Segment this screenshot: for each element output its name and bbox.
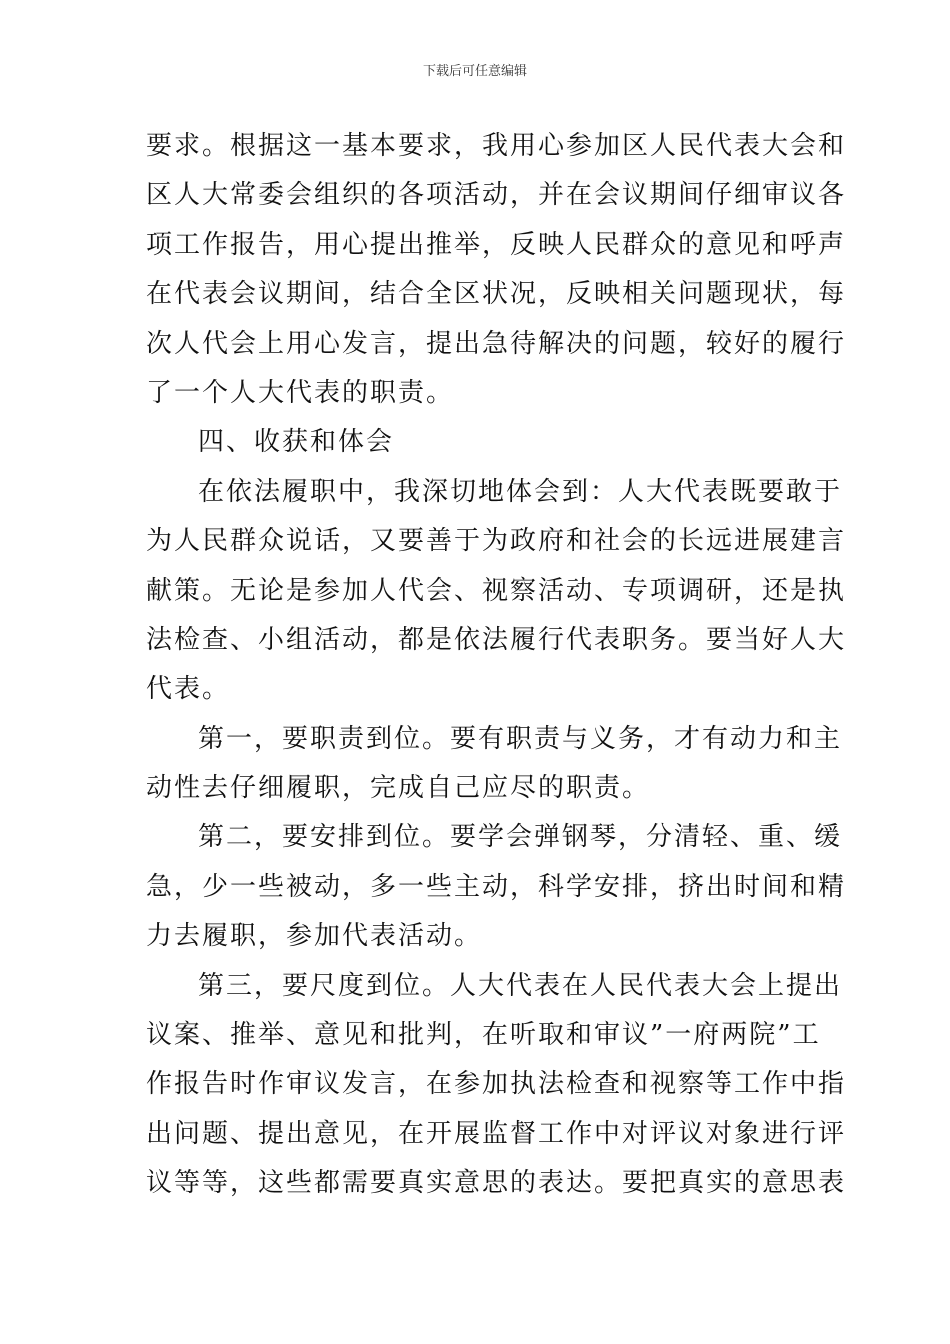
text-line: 第三，要尺度到位。人大代表在人民代表大会上提出: [198, 970, 843, 1001]
text-line: 第一，要职责到位。要有职责与义务，才有动力和主: [198, 723, 843, 754]
text-line: 代表。: [146, 674, 231, 705]
text-line: 次人代会上用心发言，提出急待解决的问题，较好的履行: [146, 328, 847, 359]
text-line: 在依法履职中，我深切地体会到：人大代表既要敢于: [198, 476, 843, 507]
text-line: 区人大常委会组织的各项活动，并在会议期间仔细审议各: [146, 180, 847, 211]
text-line: 了一个人大代表的职责。: [146, 377, 455, 408]
text-line: 法检查、小组活动，都是依法履行代表职务。要当好人大: [146, 624, 847, 655]
text-line: 动性去仔细履职，完成自己应尽的职责。: [146, 773, 651, 804]
text-line: 献策。无论是参加人代会、视察活动、专项调研，还是执: [146, 575, 847, 606]
text-line: 在代表会议期间，结合全区状况，反映相关问题现状，每: [146, 279, 847, 310]
text-line: 急，少一些被动，多一些主动，科学安排，挤出时间和精: [146, 871, 847, 902]
page-header: 下载后可任意编辑: [422, 64, 527, 79]
text-line: 议案、推举、意见和批判，在听取和审议”一府两院”工: [146, 1020, 821, 1051]
document-body: [146, 122, 847, 1209]
text-line: 第二，要安排到位。要学会弹钢琴，分清轻、重、缓: [198, 822, 843, 853]
text-line: 议等等，这些都需要真实意思的表达。要把真实的意思表: [146, 1168, 847, 1199]
text-line: 作报告时作审议发言，在参加执法检查和视察等工作中指: [146, 1069, 847, 1100]
text-line: 要求。根据这一基本要求，我用心参加区人民代表大会和: [146, 131, 847, 161]
text-line: 力去履职，参加代表活动。: [146, 921, 483, 952]
text-line: 为人民群众说话，又要善于为政府和社会的长远进展建言: [146, 526, 847, 557]
text-line: 项工作报告，用心提出推举，反映人民群众的意见和呼声: [146, 229, 847, 260]
text-line: 出问题、提出意见，在开展监督工作中对评议对象进行评: [146, 1118, 847, 1149]
section-heading: 四、收获和体会: [198, 427, 395, 458]
